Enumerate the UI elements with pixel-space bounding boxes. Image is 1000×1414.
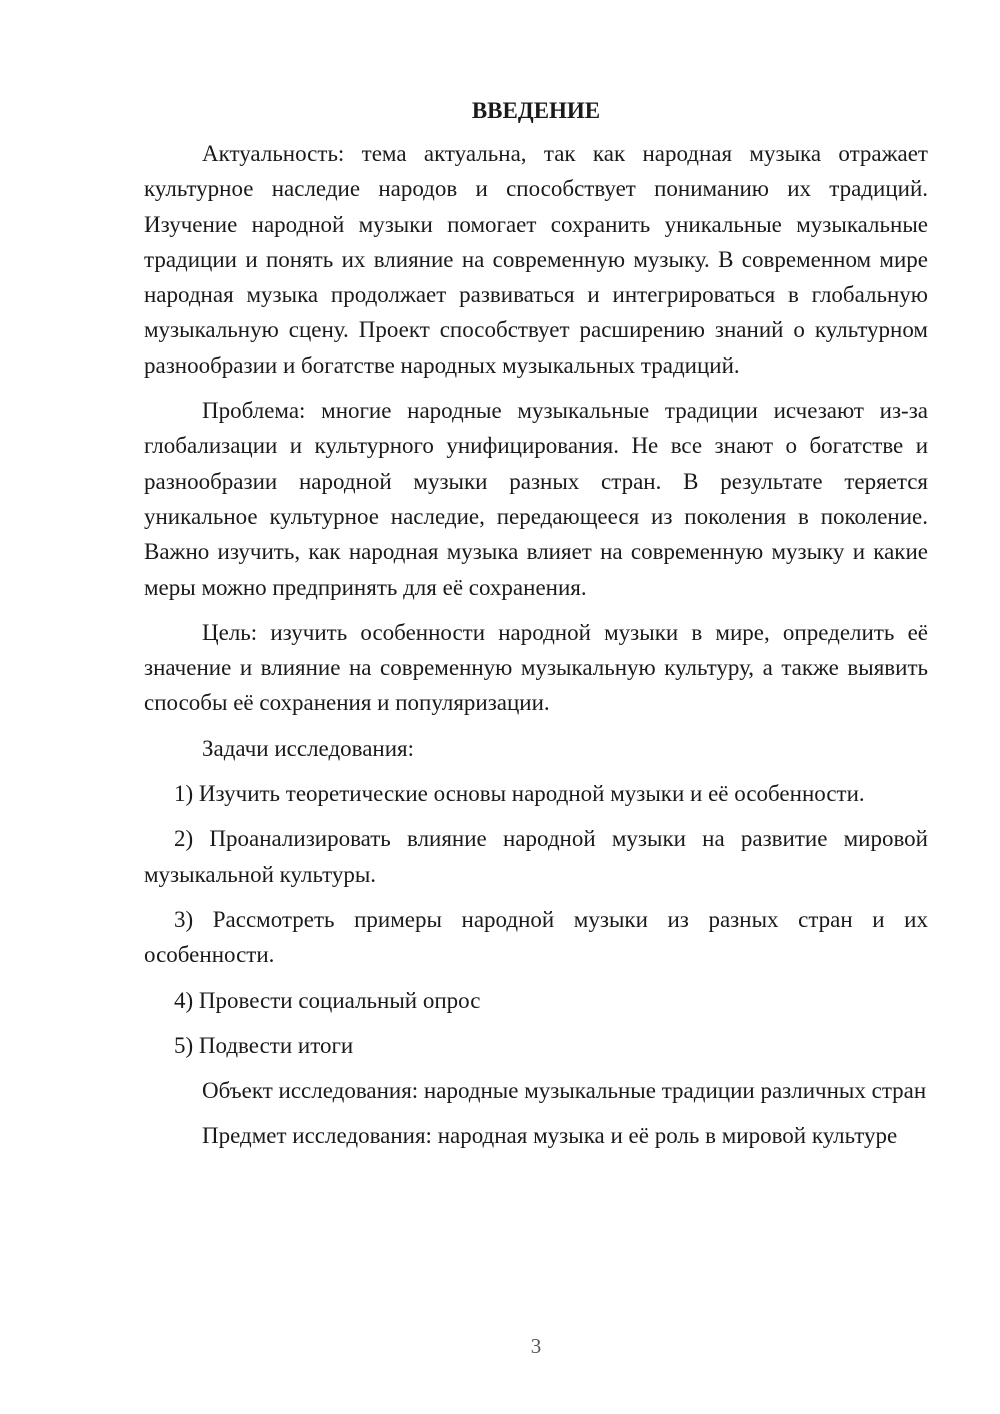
page-content <box>144 93 928 1154</box>
relevance-paragraph: Актуальность: тема актуальна, так как народная музыка отражает культурное наследие народов и способствует пониманию их традиций. Изучение народной музыки помогает сохранить уникальные музыкальные традиции и понять их влияние на современную музыку. В современном мире народная музыка продолжает развиваться и интегрироваться в глобальную музыкальную сцену. Проект способствует расширению знаний о культурном разнообразии и богатстве народных музыкальных традиций. <box>144 141 928 378</box>
task-item-4: 4) Провести социальный опрос <box>174 987 481 1013</box>
task-item-2: 2) Проанализировать влияние народной музыки на развитие мировой музыкальной культуры. <box>144 826 928 887</box>
goal-paragraph: Цель: изучить особенности народной музыки в мире, определить её значение и влияние на современную музыкальную культуру, а также выявить способы её сохранения и популяризации. <box>144 619 928 716</box>
task-item-5: 5) Подвести итоги <box>174 1032 354 1058</box>
problem-paragraph: Проблема: многие народные музыкальные традиции исчезают из-за глобализации и культурного унифицирования. Не все знают о богатстве и разнообразии народной музыки разных стран. В результате теряется уникальное культурное наследие, передающееся из поколения в поколение. Важно изучить, как народная музыка влияет на современную музыку и какие меры можно предпринять для её сохранения. <box>144 398 928 600</box>
tasks-title: Задачи исследования: <box>202 735 415 761</box>
subject-paragraph: Предмет исследования: народная музыка и её роль в мировой культуре <box>202 1123 898 1149</box>
page-number: 3 <box>530 1334 542 1358</box>
task-item-1: 1) Изучить теоретические основы народной музыки и её особенности. <box>174 781 865 807</box>
task-item-3: 3) Рассмотреть примеры народной музыки из разных стран и их особенности. <box>144 906 928 968</box>
object-paragraph: Объект исследования: народные музыкальные традиции различных стран <box>202 1078 927 1104</box>
section-heading: ВВЕДЕНИЕ <box>471 98 601 123</box>
